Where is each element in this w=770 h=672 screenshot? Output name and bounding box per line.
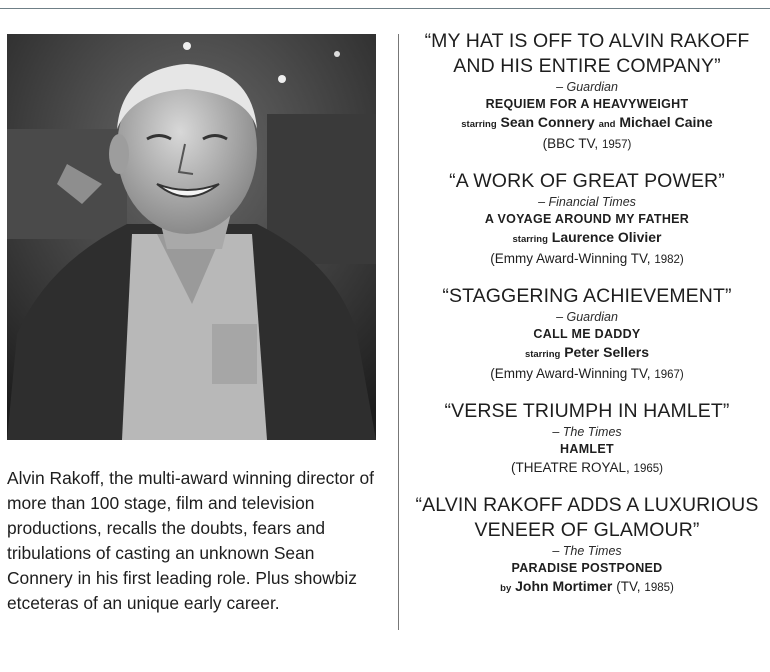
top-rule	[0, 8, 770, 9]
review-quote: “ALVIN RAKOFF ADDS A LUXURIOUS VENEER OF GLAMOUR”	[415, 494, 759, 541]
detail-text: (TV,	[616, 579, 641, 594]
detail-year: 1965)	[633, 463, 663, 475]
credit-name: Peter Sellers	[564, 344, 650, 360]
review-work-title: PARADISE POSTPONED	[511, 561, 663, 575]
credit-prefix: starring	[461, 119, 497, 130]
review-work-title: HAMLET	[560, 442, 614, 456]
detail-year: 1985)	[644, 582, 674, 594]
detail-year: 1982)	[654, 254, 684, 266]
review-credit	[404, 343, 770, 364]
credit-joiner: and	[598, 119, 616, 130]
review-source: – Guardian	[556, 80, 618, 94]
credit-name: Laurence Olivier	[551, 229, 662, 245]
review-quote: “VERSE TRIUMPH IN HAMLET”	[444, 400, 730, 422]
review-quote: “A WORK OF GREAT POWER”	[449, 170, 725, 192]
credit-name: John Mortimer	[515, 578, 613, 594]
review-work-title: CALL ME DADDY	[533, 327, 641, 341]
review-item	[404, 284, 770, 385]
review-credit	[404, 577, 770, 598]
bio-text: Alvin Rakoff, the multi-award winning director of more than 100 stage, film and television productions, recalls the doubts, fears and tribulations of casting an unknown Sean Connery in his first leading role. Plus showbiz etceteras of an unique early career.	[7, 468, 374, 613]
review-source: – The Times	[552, 425, 622, 439]
detail-text: (THEATRE ROYAL,	[511, 460, 630, 475]
review-item	[404, 29, 770, 155]
review-credit	[404, 228, 770, 249]
review-detail	[404, 249, 770, 270]
credit-name: Sean Connery	[500, 114, 595, 130]
detail-year: 1967)	[654, 369, 684, 381]
review-source: – Financial Times	[538, 195, 636, 209]
review-credit	[404, 113, 770, 134]
review-source: – The Times	[552, 544, 622, 558]
detail-text: (Emmy Award-Winning TV,	[490, 366, 651, 381]
review-work-title: A VOYAGE AROUND MY FATHER	[484, 212, 690, 226]
portrait-photo	[7, 34, 376, 440]
review-source: – Guardian	[556, 310, 618, 324]
review-quote: “MY HAT IS OFF TO ALVIN RAKOFF AND HIS ENTIRE COMPANY”	[424, 30, 750, 77]
detail-text: (BBC TV,	[542, 136, 599, 151]
detail-text: (Emmy Award-Winning TV,	[490, 251, 651, 266]
review-work-title: REQUIEM FOR A HEAVYWEIGHT	[485, 97, 689, 111]
review-item	[404, 169, 770, 270]
column-divider	[398, 34, 399, 630]
credit-prefix: starring	[512, 234, 548, 245]
review-item	[404, 493, 770, 598]
reviews-column	[404, 29, 770, 612]
review-detail	[404, 458, 770, 479]
credit-name: Michael Caine	[619, 114, 713, 130]
review-quote: “STAGGERING ACHIEVEMENT”	[442, 285, 732, 307]
credit-prefix: starring	[524, 349, 561, 360]
portrait-photo-icon	[7, 34, 376, 440]
review-item	[404, 399, 770, 479]
credit-prefix: by	[500, 583, 512, 594]
review-detail	[404, 364, 770, 385]
detail-year: 1957)	[601, 139, 632, 151]
review-detail	[404, 134, 770, 155]
